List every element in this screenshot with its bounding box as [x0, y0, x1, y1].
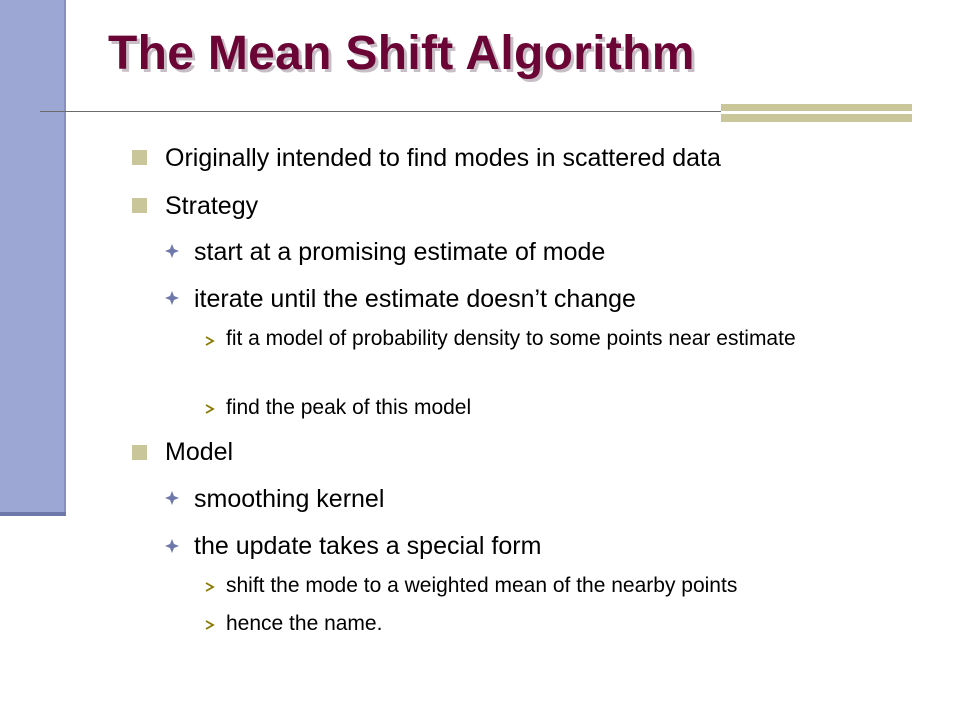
arrow-bullet-icon	[205, 582, 215, 592]
bullet-item: iterate until the estimate doesn’t change	[194, 285, 636, 313]
arrow-bullet-icon	[205, 404, 215, 414]
slide-title: The Mean Shift Algorithm	[108, 27, 695, 80]
bullet-item: the update takes a special form	[194, 532, 542, 560]
bullet-item: smoothing kernel	[194, 485, 385, 513]
bullet-item: fit a model of probability density to some points near estimate	[226, 327, 796, 350]
bullet-item: Model	[165, 438, 234, 466]
diamond-bullet-icon	[165, 244, 179, 258]
square-bullet-icon	[132, 445, 147, 460]
bullet-item: find the peak of this model	[226, 396, 472, 419]
diamond-bullet-icon	[165, 291, 179, 305]
arrow-bullet-icon	[205, 336, 215, 346]
bullet-item: Strategy	[165, 192, 259, 220]
bullet-item: shift the mode to a weighted mean of the nearby points	[226, 574, 738, 597]
diamond-bullet-icon	[165, 539, 179, 553]
bullet-item: Originally intended to find modes in scattered data	[165, 144, 721, 172]
square-bullet-icon	[132, 150, 147, 165]
arrow-bullet-icon	[205, 620, 215, 630]
bullet-item: start at a promising estimate of mode	[194, 238, 606, 266]
diamond-bullet-icon	[165, 491, 179, 505]
square-bullet-icon	[132, 198, 147, 213]
bullet-item: hence the name.	[226, 612, 383, 635]
